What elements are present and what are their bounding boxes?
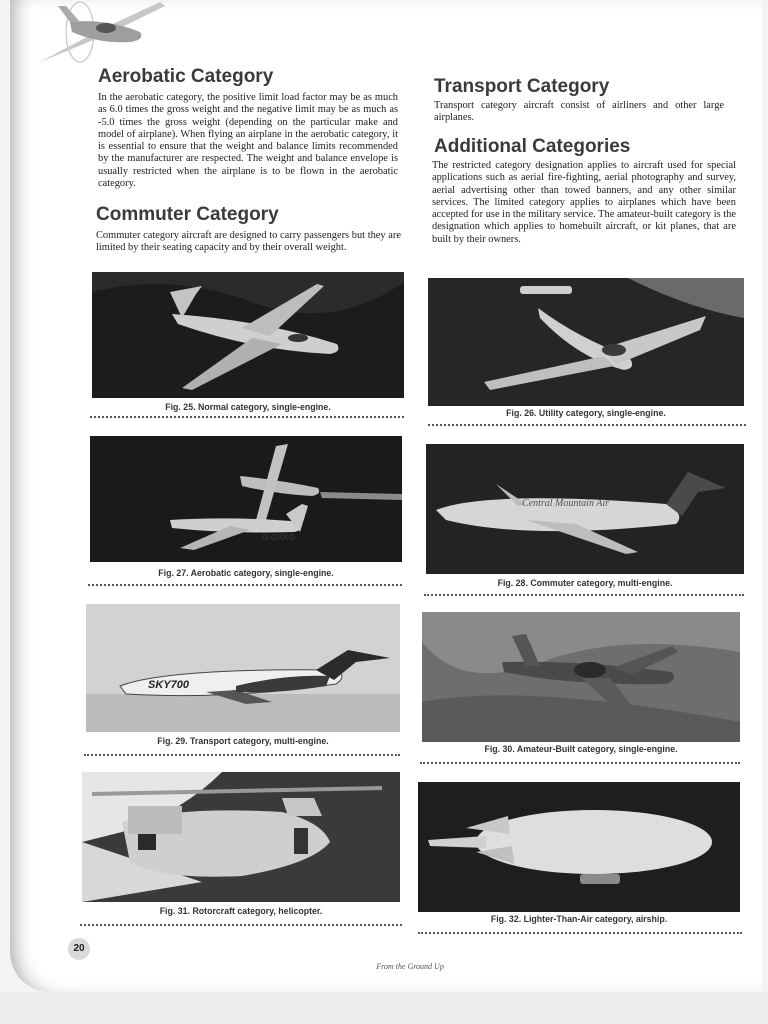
- transport-heading: Transport Category: [434, 76, 610, 97]
- commuter-heading: Commuter Category: [96, 204, 279, 225]
- figure-31-caption: Fig. 31. Rotorcraft category, helicopter.: [159, 906, 323, 916]
- corner-airplane-illustration: [30, 0, 170, 72]
- caption-divider: [428, 424, 746, 426]
- caption-divider: [424, 594, 744, 596]
- figure-28-caption: Fig. 28. Commuter category, multi-engine.: [497, 578, 673, 588]
- aerobatic-paragraph: In the aerobatic category, the positive limit load factor may be as much as 6.0 times the gross weight and the negative limit may be as much as -5.0 times the gross weight (depending on the particular make and model of airplane). When flying an airplane in the aerobatic category, it is essential to ensure that the weight and balance limits recommended by the manufacturer are respected. The weight and balance envelope is usually restricted when the airplane is to be flown in the aerobatic category.: [98, 92, 398, 190]
- figure-25-photo: [92, 272, 404, 398]
- figure-32-caption: Fig. 32. Lighter-Than-Air category, airship.: [490, 914, 668, 924]
- caption-divider: [418, 932, 742, 934]
- caption-divider: [90, 416, 404, 418]
- scan-bottom-margin: [0, 992, 768, 1024]
- figure-27-caption: Fig. 27. Aerobatic category, single-engine.: [158, 568, 334, 578]
- figure-32-photo: [418, 782, 740, 912]
- additional-heading: Additional Categories: [434, 136, 631, 157]
- fig27-registration-text: G-GAKG: [262, 533, 295, 542]
- caption-divider: [84, 754, 400, 756]
- fig28-livery-text: Central Mountain Air: [522, 498, 610, 509]
- caption-divider: [80, 924, 402, 926]
- figure-30-photo: [422, 612, 740, 742]
- figure-27-photo: [90, 436, 402, 562]
- caption-divider: [420, 762, 740, 764]
- transport-paragraph: Transport category aircraft consist of airliners and other large airplanes.: [434, 100, 724, 124]
- commuter-paragraph: Commuter category aircraft are designed to carry passengers but they are limited by their seating capacity and by their overall weight.: [96, 230, 401, 254]
- figure-29-photo: [86, 604, 400, 732]
- caption-divider: [88, 584, 402, 586]
- additional-paragraph: The restricted category designation applies to aircraft used for special applications such as aerial fire-fighting, aerial photography and survey, aerial advertising other than towed banners, and any other similar services. The limited category applies to airplanes which have been accepted for use in the military service. The amateur-built category is the designation which applies to homebuilt aircraft, or kit planes, that are built by their owners.: [432, 160, 736, 245]
- figure-26-photo: [428, 278, 744, 406]
- aerobatic-heading: Aerobatic Category: [98, 66, 274, 87]
- figure-25-caption: Fig. 25. Normal category, single-engine.: [165, 402, 331, 412]
- figure-28-photo: [426, 444, 744, 574]
- document-page: [10, 0, 762, 992]
- page-number: 20: [68, 938, 90, 960]
- figure-26-caption: Fig. 26. Utility category, single-engine.: [506, 408, 666, 418]
- page-footer: From the Ground Up: [376, 962, 444, 971]
- figure-29-caption: Fig. 29. Transport category, multi-engine.: [157, 736, 329, 746]
- figure-30-caption: Fig. 30. Amateur-Built category, single-engine.: [484, 744, 678, 754]
- fig29-livery-text: SKY700: [148, 679, 189, 691]
- figure-31-photo: [82, 772, 400, 902]
